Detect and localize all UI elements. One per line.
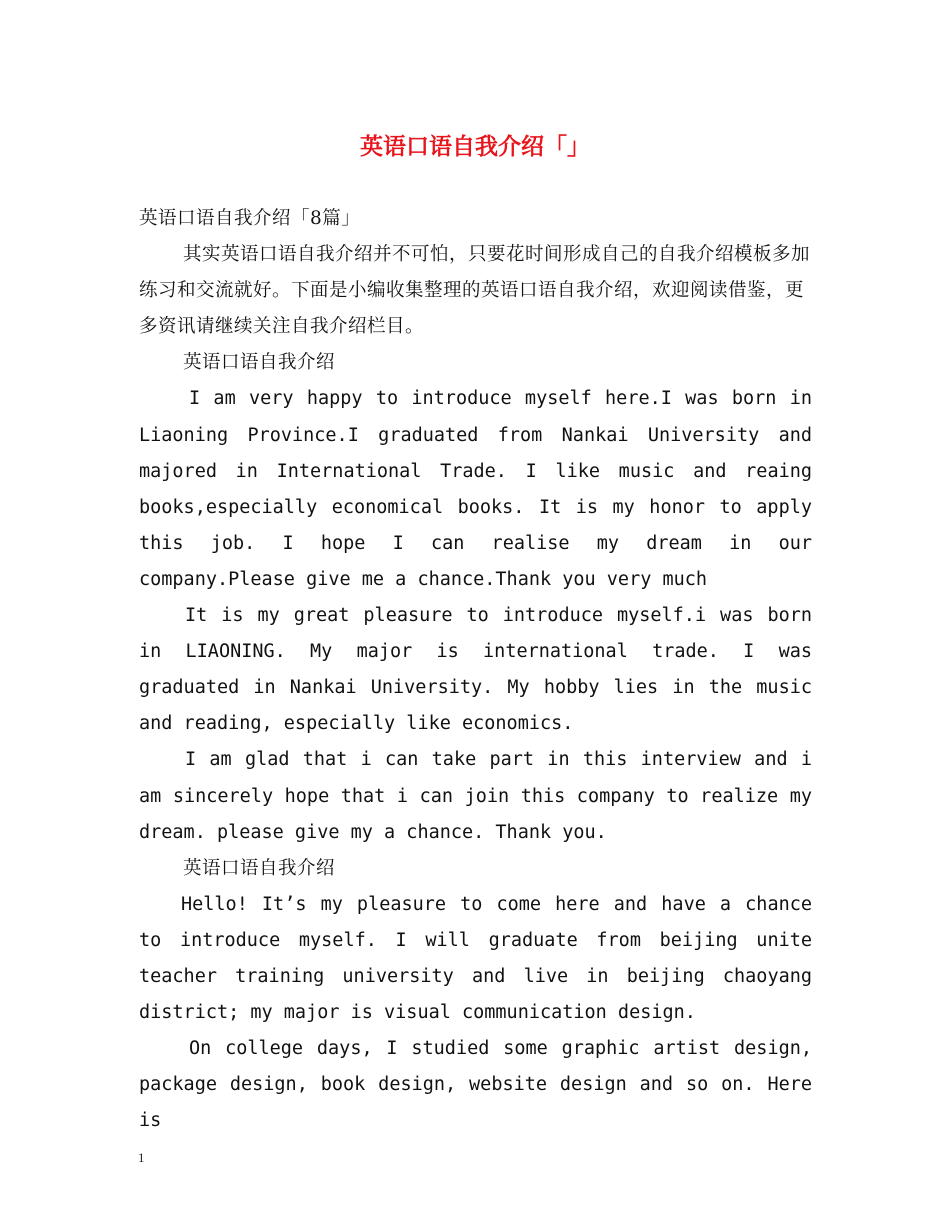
section-heading: 英语口语自我介绍 (183, 352, 336, 374)
intro-paragraph: 其实英语口语自我介绍并不可怕，只要花时间形成自己的自我介绍模板多加练习和交流就好。下面是小编收集整理的英语口语自我介绍，欢迎阅读借鉴，更多资讯请继续关注自我介绍栏目。 (139, 244, 811, 338)
body-paragraph: On college days, I studied some graphic artist design, package design, book design, website design and so on. Here is (139, 1038, 812, 1132)
body-paragraph: It is my great pleasure to introduce myself.i was born in LIAONING. My major is international trade. I was graduated in Nankai University. My hobby lies in the music and reading, especially like economics. (139, 605, 812, 735)
subtitle-paragraph: 英语口语自我介绍「8篇」 (139, 208, 361, 229)
body-paragraph: Hello! It’s my pleasure to come here and have a chance to introduce myself. I will graduate from beijing unite teacher training university and live in beijing chaoyang district; my major is visual communication design. (139, 893, 812, 1024)
body-paragraph: I am very happy to introduce myself here.I was born in Liaoning Province.I graduated from Nankai University and majored in International Trade. I like music and reaing books,especially economical books. It is my honor to apply this job. I hope I can realise my dream in our company.Please give me a chance.Thank you very much (139, 388, 812, 590)
section-heading: 英语口语自我介绍 (183, 857, 336, 879)
document-body (139, 201, 812, 1139)
page-number: 1 (138, 1150, 145, 1165)
document-title: 英语口语自我介绍「」 (360, 133, 590, 160)
body-paragraph: I am glad that i can take part in this interview and i am sincerely hope that i can join this company to realize my dream. please give my a chance. Thank you. (139, 749, 812, 843)
